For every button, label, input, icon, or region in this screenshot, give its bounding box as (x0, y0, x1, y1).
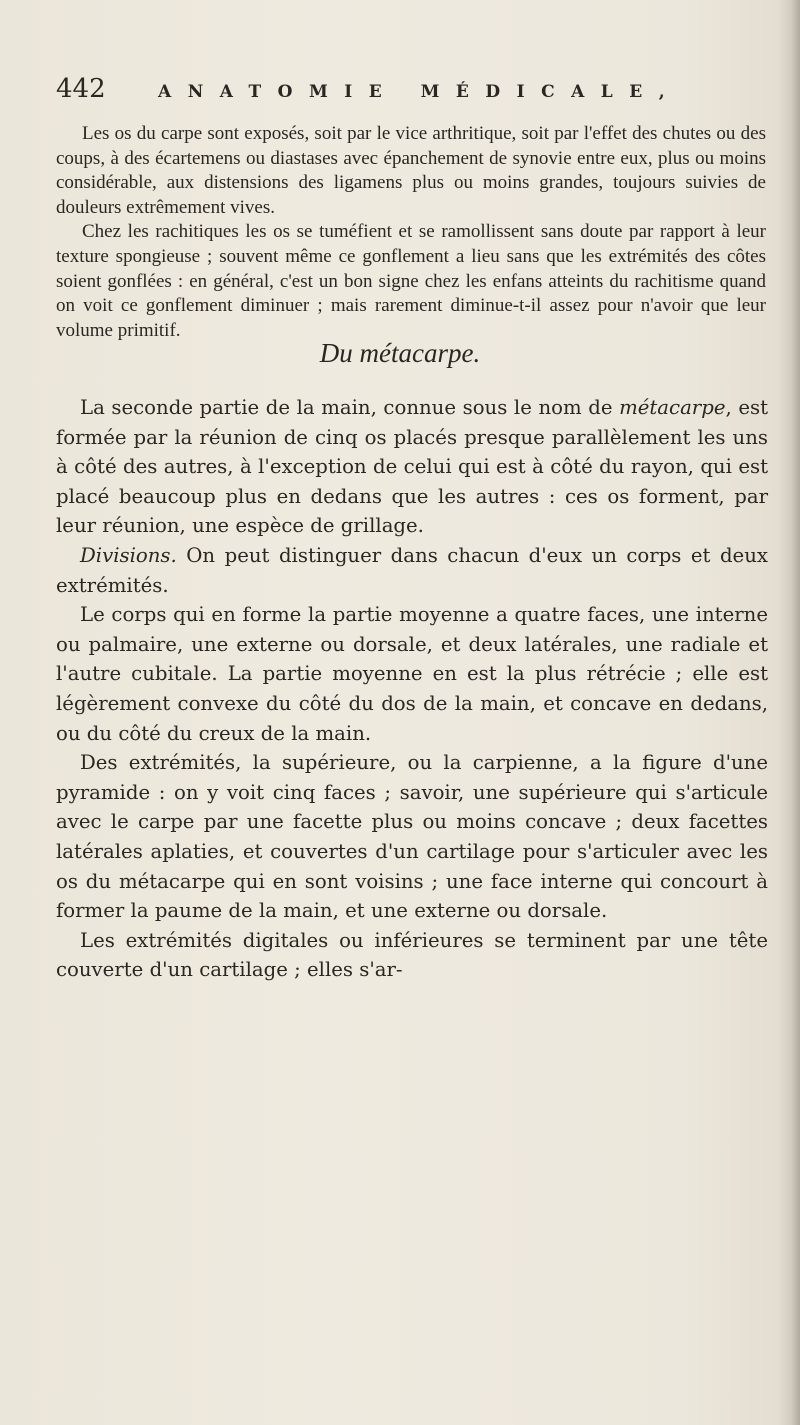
intro-paragraph-2: Chez les rachitiques les os se tuméfient et se ramollissent sans doute par rapport à leur texture spongieuse ; souvent même ce gonflement a lieu sans que les extrémités des côtes soient gonflées : en général, c'est un bon signe chez les enfans atteints du rachitisme quand on voit ce gonflement diminuer ; mais rarement diminue-t-il assez pour n'avoir que leur volume primitif. (56, 221, 766, 341)
section-paragraph-4: Des extrémités, la supérieure, ou la carpienne, a la figure d'une pyramide : on y voit cinq faces ; savoir, une supérieure qui s'articule avec le carpe par une facette plus ou moins concave ; deux facettes latérales aplaties, et couvertes d'un cartilage pour s'articuler avec les os du métacarpe qui en sont voisins ; une face interne qui concourt à former la paume de la main, et une externe ou dorsale. (56, 751, 768, 923)
intro-paragraph-1: Les os du carpe sont exposés, soit par le vice arthritique, soit par l'effet des chutes ou des coups, à des écartemens ou diastases avec épanchement de synovie entre eux, plus ou moins considérable, aux distensions des ligamens plus ou moins grandes, toujours suivies de douleurs extrêmement vives. (56, 123, 766, 218)
section-paragraph-1 (56, 393, 768, 541)
page-header (56, 74, 682, 114)
intro-text (56, 122, 766, 343)
section-paragraph-2 (56, 541, 768, 600)
paragraph-1-end: , est formée par la réunion de cinq os placés presque parallèlement les uns à côté des autres, à l'exception de celui qui est à côté du rayon, qui est placé beaucoup plus en dedans que les autres : ces os forment, par leur réunion, une espèce de grillage. (56, 396, 768, 538)
divisions-label: Divisions. (80, 543, 177, 567)
term-metacarpe: métacarpe (619, 396, 726, 419)
section-title: Du métacarpe. (319, 338, 481, 368)
section-paragraph-5: Les extrémités digitales ou inférieures se terminent par une tête couverte d'un cartilage ; elles s'ar- (56, 928, 768, 982)
page-edge-shadow (778, 0, 800, 1425)
section-body (56, 393, 768, 985)
page-number: 442 (56, 74, 106, 104)
running-title: ANATOMIE MÉDICALE, (158, 82, 682, 102)
paragraph-1-start: La seconde partie de la main, connue sous le nom de (80, 396, 620, 419)
paragraph-2-rest: On peut distinguer dans chacun d'eux un corps et deux extrémités. (56, 543, 768, 597)
section-paragraph-3: Le corps qui en forme la partie moyenne a quatre faces, une interne ou palmaire, une externe ou dorsale, et deux latérales, une radiale et l'autre cubitale. La partie moyenne en est la plus rétrécie ; elle est légèrement convexe du côté du dos de la main, et concave en dedans, ou du côté du creux de la main. (56, 603, 768, 745)
